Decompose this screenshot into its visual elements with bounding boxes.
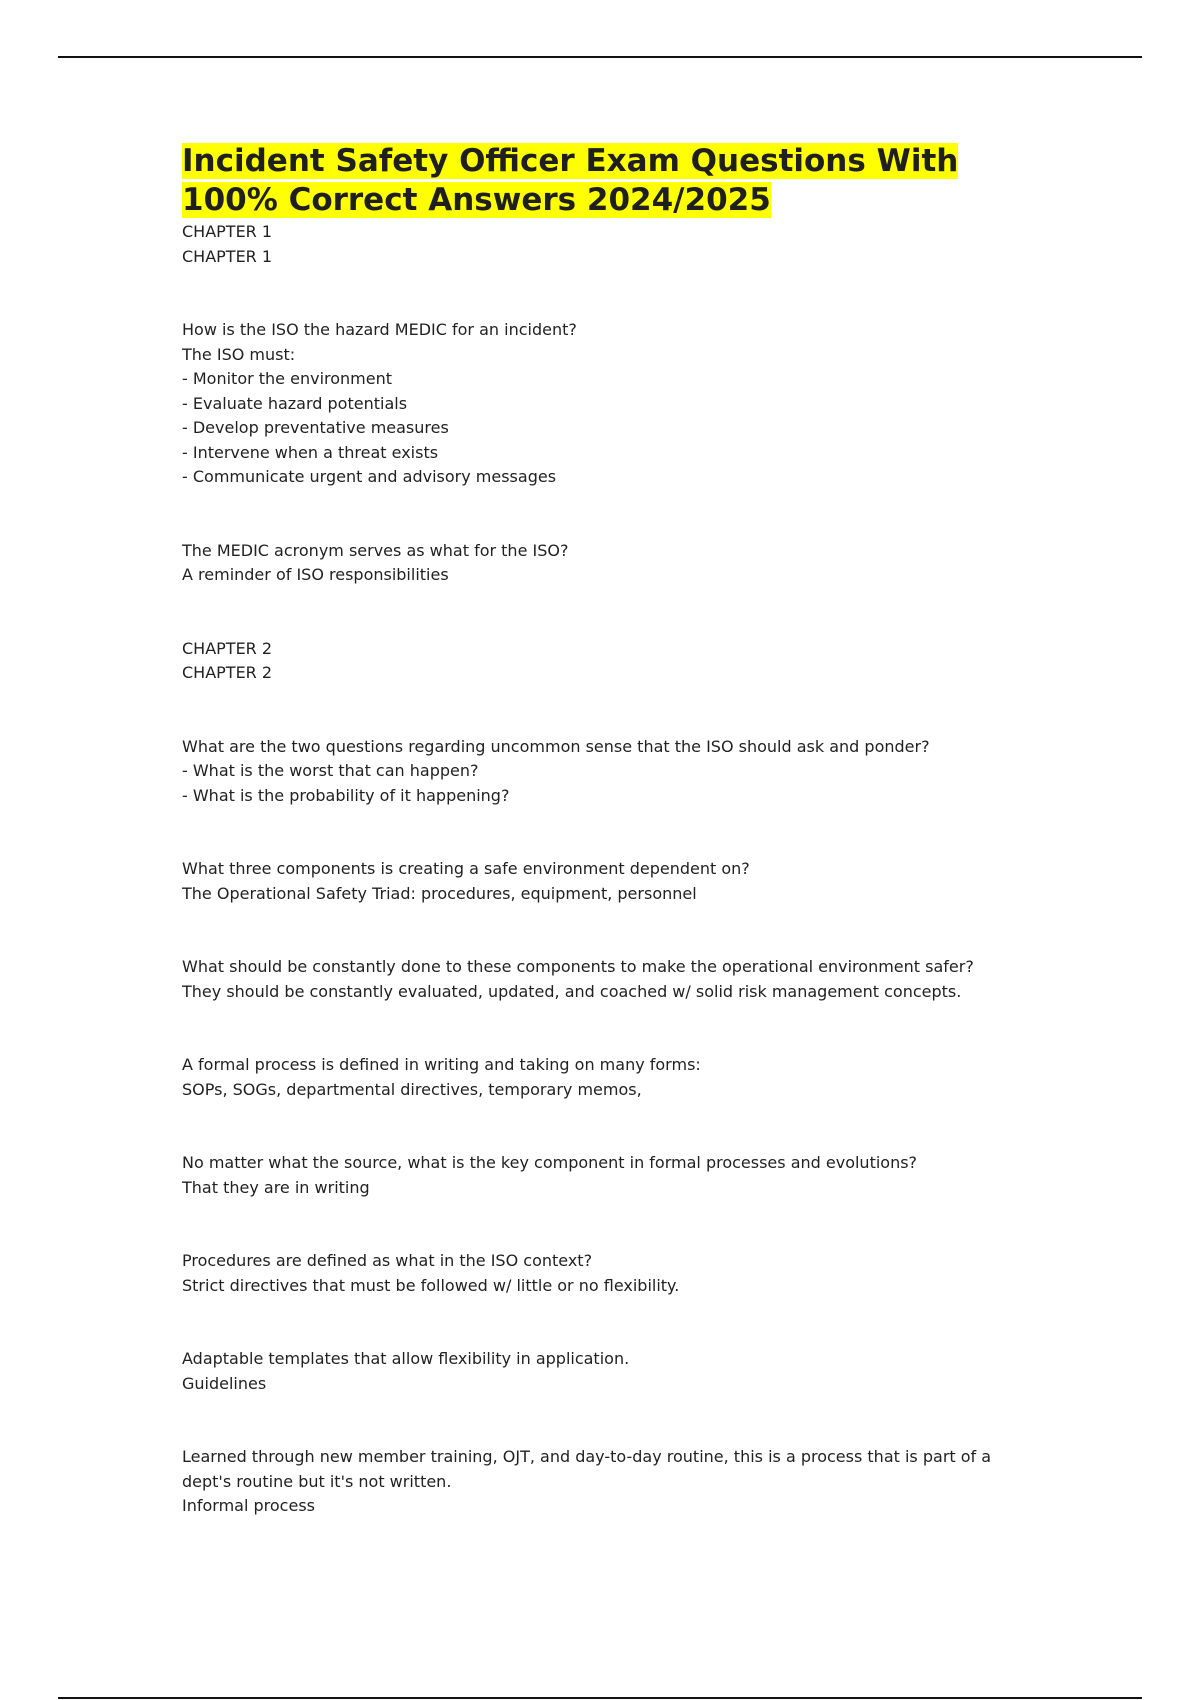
question: The MEDIC acronym serves as what for the ISO? [182, 540, 569, 560]
document-title [182, 142, 1022, 220]
document-body [182, 142, 1022, 1519]
answer-line: - Communicate urgent and advisory messages [182, 467, 557, 486]
answer-line: - What is the probability of it happening? [182, 785, 510, 805]
qa-item [182, 955, 1022, 1004]
answer-line: That they are in writing [182, 1177, 370, 1197]
answer-line: A reminder of ISO responsibilities [182, 565, 449, 584]
qa-item [182, 539, 1022, 588]
qa-item [182, 1347, 1022, 1396]
qa-item [182, 1151, 1022, 1200]
answer-line: SOPs, SOGs, departmental directives, temporary memos, [182, 1079, 642, 1099]
qa-item [182, 735, 1022, 809]
qa-item [182, 318, 1022, 490]
question: What are the two questions regarding uncommon sense that the ISO should ask and ponder? [182, 736, 930, 756]
bottom-rule [58, 1697, 1142, 1699]
chapter-1-heading-repeat: CHAPTER 1 [182, 246, 273, 266]
answer-line: Guidelines [182, 1373, 267, 1393]
answer-line: - What is the worst that can happen? [182, 761, 479, 780]
answer-line: The ISO must: [182, 344, 296, 364]
chapter-2-heading: CHAPTER 2 [182, 638, 273, 658]
chapter-2-heading-repeat: CHAPTER 2 [182, 663, 273, 682]
qa-item [182, 1053, 1022, 1102]
question: What should be constantly done to these components to make the operational environment safer? [182, 957, 974, 976]
answer-line: Strict directives that must be followed w/ little or no flexibility. [182, 1275, 680, 1295]
qa-item [182, 1445, 1022, 1519]
question: Learned through new member training, OJT, and day-to-day routine, this is a process that is part of a dept's routine but it's not written. [182, 1447, 997, 1491]
chapter-1-heading: CHAPTER 1 [182, 222, 273, 241]
question: How is the ISO the hazard MEDIC for an incident? [182, 320, 577, 339]
question: Procedures are defined as what in the ISO context? [182, 1251, 593, 1270]
answer-line: Informal process [182, 1496, 315, 1515]
question: Adaptable templates that allow flexibility in application. [182, 1349, 630, 1368]
qa-item [182, 857, 1022, 906]
answer-line: The Operational Safety Triad: procedures, equipment, personnel [182, 883, 697, 903]
answer-line: - Monitor the environment [182, 369, 393, 388]
question: What three components is creating a safe environment dependent on? [182, 859, 750, 878]
document-title-text: Incident Safety Officer Exam Questions With 100% Correct Answers 2024/2025 [182, 143, 959, 218]
question: No matter what the source, what is the key component in formal processes and evolutions? [182, 1153, 918, 1172]
qa-item [182, 1249, 1022, 1298]
answer-line: - Intervene when a threat exists [182, 442, 439, 462]
top-rule [58, 56, 1142, 58]
answer-line: - Develop preventative measures [182, 418, 449, 437]
answer-line: They should be constantly evaluated, updated, and coached w/ solid risk management concepts. [182, 981, 962, 1001]
answer-line: - Evaluate hazard potentials [182, 393, 408, 413]
question: A formal process is defined in writing and taking on many forms: [182, 1055, 701, 1074]
